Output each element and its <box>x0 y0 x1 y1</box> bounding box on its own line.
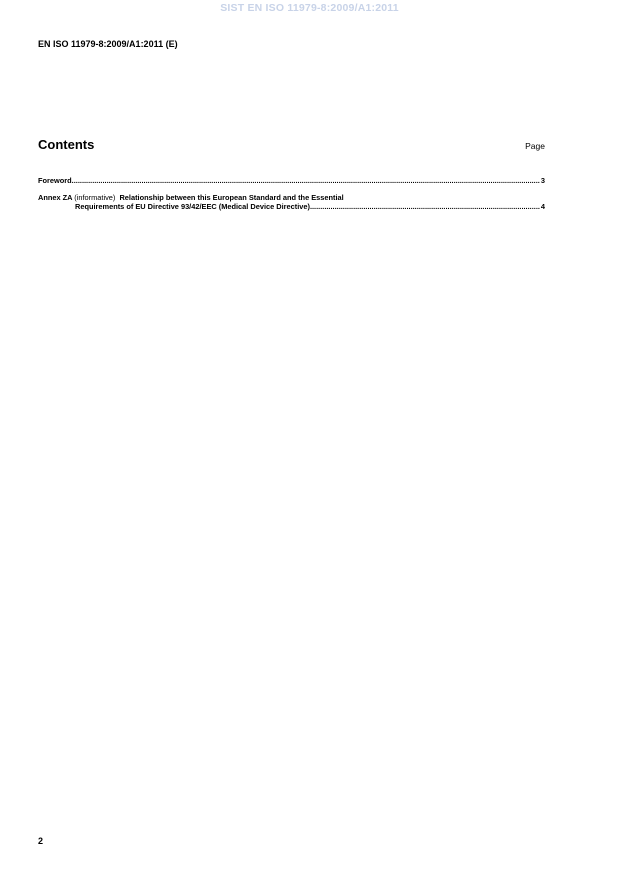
annex-title-part-1: Relationship between this European Standard and the Essential <box>119 192 344 202</box>
toc-entry-page: 4 <box>540 202 545 211</box>
toc-entry-label: Foreword <box>38 176 72 185</box>
document-id-header: EN ISO 11979-8:2009/A1:2011 (E) <box>38 39 178 49</box>
page-number: 2 <box>38 836 44 846</box>
page-column-label: Page <box>525 141 545 151</box>
watermark: SIST EN ISO 11979-8:2009/A1:2011 <box>220 2 399 14</box>
dot-leader <box>310 202 540 212</box>
table-of-contents <box>38 176 545 212</box>
contents-heading-row <box>38 137 545 155</box>
toc-entry-foreword[interactable] <box>38 176 545 186</box>
annex-qualifier: (informative) <box>74 192 116 202</box>
toc-entry-page: 3 <box>540 176 545 185</box>
toc-entry-annex-za[interactable] <box>38 193 545 212</box>
annex-title-line-1 <box>38 193 545 203</box>
annex-prefix: Annex ZA <box>38 192 73 202</box>
contents-title: Contents <box>38 137 95 152</box>
dot-leader <box>72 176 540 186</box>
annex-title-line-2 <box>38 202 545 212</box>
annex-title-part-2: Requirements of EU Directive 93/42/EEC (Medical Device Directive) <box>75 202 310 211</box>
